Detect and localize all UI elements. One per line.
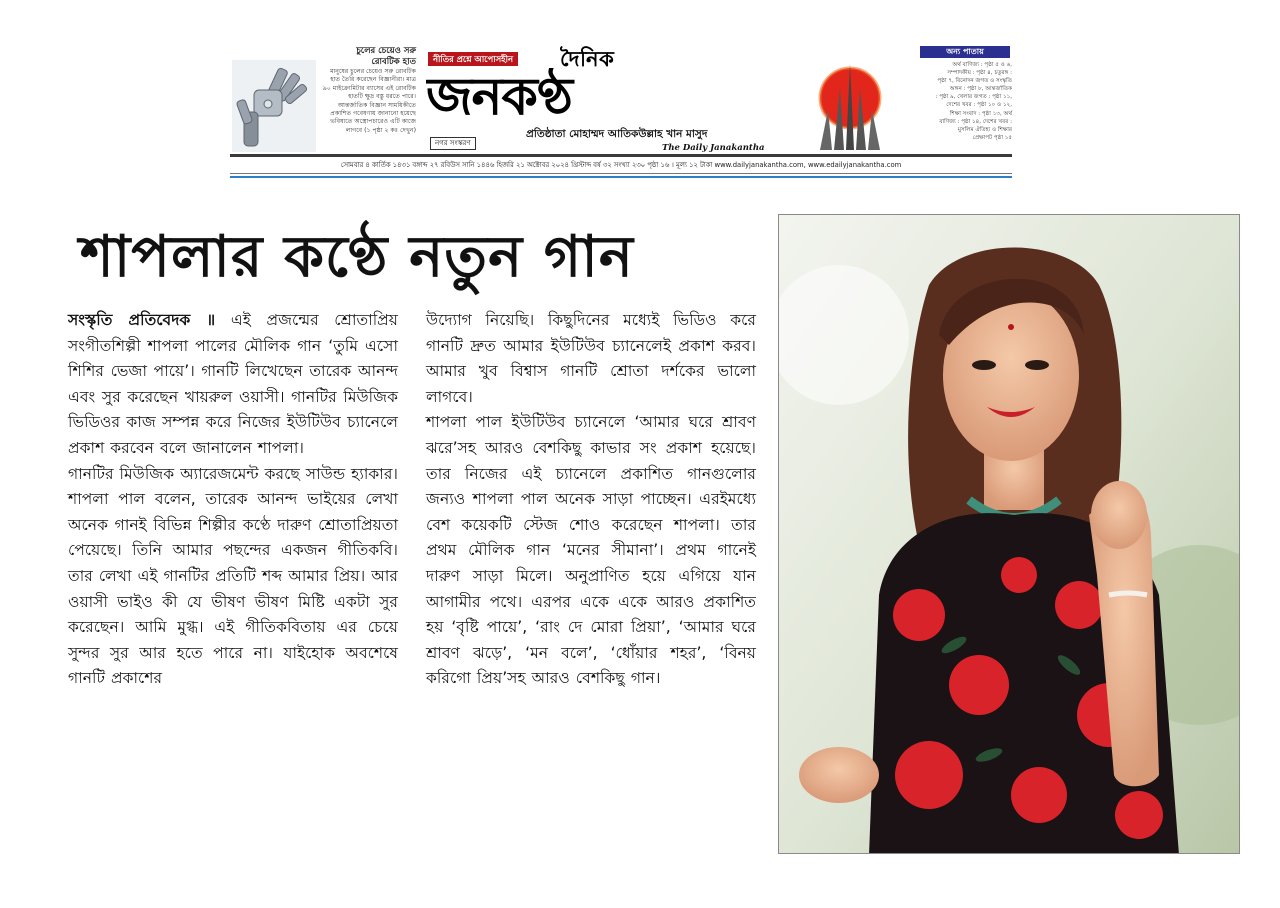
inside-item: অর্থ বাণিজ্য : পৃষ্ঠা ৫ ও ৬, [952,62,1012,68]
masthead-rule-blue [230,176,1012,178]
article-column-2 [426,308,756,692]
inside-item: বাণিজ্য : পৃষ্ঠা ১৪, দেশের খবর : [939,118,1012,125]
sun-monument-icon [806,58,890,150]
article-paragraph: শাপলা পাল ইউটিউব চ্যানেলে ‘আমার ঘরে শ্রাবণ ঝরে’সহ আরও বেশকিছু কাভার সং প্রকাশ হয়েছে। তার নিজের এই চ্যানেলে প্রকাশিত গানগুলোর জন্যও শাপলা পাল অনেক সাড়া পাচ্ছেন। এরইমধ্যে বেশ কয়েকটি স্টেজ শোও করেছেন শাপলা। তার প্রথম মৌলিক গান ‘মনের সীমানা’। প্রথম গানেই দারুণ সাড়া মিলে। অনুপ্রাণিত হয়ে এগিয়ে যান আগামীর পথে। এরপর একে একে আরও প্রকাশিত হয় ‘বৃষ্টি পায়ে’, ‘রাং দে মোরা প্রিয়া’, ‘আমার ঘরে শ্রাবণ ঝড়ে’, ‘মন বলে’, ‘ধোঁয়ার শহর’, ‘বিনয় করিগো প্রিয়’সহ আরও বেশকিছু গান। [426,413,756,688]
teaser-robotic-hand[interactable] [322,46,416,135]
edition-label: নগর সংস্করণ [430,137,476,150]
article-headline: শাপলার কণ্ঠে নতুন গান [80,224,634,290]
singer-portrait-photo [778,214,1240,854]
byline: সংস্কৃতি প্রতিবেদক ॥ [68,311,216,329]
dateline: সোমবার ৪ কার্তিক ১৪৩১ বঙ্গাব্দ ২৭ রবিউস সানি ১৪৪৬ হিজরি ২১ অক্টোবর ২০২৪ খ্রিস্টাব্দ বর্ষ ৩২ সংখ্যা ২৩০ পৃষ্ঠা ১৬ । মূল্য ১২ টাকা www.dailyjanakantha.com, www.edailyjanakantha.com [340,161,902,169]
inside-pages-label: অন্য পাতায় [920,46,1010,58]
article-paragraph: গানটির মিউজিক অ্যারেজমেন্ট করছে সাউন্ড হ্যাকার। শাপলা পাল বলেন, তারেক আনন্দ ভাইয়ের লেখা অনেক গানই বিভিন্ন শিল্পীর কণ্ঠে দারুণ শ্রোতাপ্রিয়তা পেয়েছে। তিনি আমার পছন্দের একজন গীতিকবি। তার লেখা এই গানটির প্রতিটি শব্দ আমার প্রিয়। আর ওয়াসী ভাইও কী যে ভীষণ ভীষণ মিষ্টি একটা সুর করেছেন। আমি মুগ্ধ। এই গীতিকবিতায় এর চেয়ে সুন্দর সুর আর হতে পারে না। যাইহোক অবশেষে গানটি প্রকাশের [68,464,398,688]
inside-item: সম্পাদকীয় : পৃষ্ঠা ৪, চতুরঙ্গ : [947,70,1012,77]
masthead-nameplate: জনকণ্ঠ [426,68,572,126]
masthead-tagline: নীতির প্রশ্নে আপোসহীন [428,52,518,66]
paragraph-text: এই প্রজন্মের শ্রোতাপ্রিয় সংগীতশিল্পী শাপলা পালের মৌলিক গান ‘তুমি এসো শিশির ভেজা পায়ে’। গানটি লিখেছেন তারেক আনন্দ এবং সুর করেছেন খায়রুল ওয়াসী। গানটির মিউজিক ভিডিওর কাজ সম্পন্ন করে নিজের ইউটিউব চ্যানেলে প্রকাশ করবেন বলে জানালেন শাপলা। [68,311,398,457]
inside-item: মুসলিম ঐতিহ্য ও শিক্ষার [957,126,1012,133]
article-paragraph: উদ্যোগ নিয়েছি। কিছুদিনের মধ্যেই ভিডিও করে গানটি দ্রুত আমার ইউটিউব চ্যানেলেই প্রকাশ করব। আমার খুব বিশ্বাস গানটি শ্রোতা দর্শকের ভালো লাগবে। [426,311,756,406]
english-name: The Daily Janakantha [662,143,765,153]
article-paragraph [68,308,398,462]
masthead-rule [230,173,1012,174]
inside-item: প্রেক্ষাপট পৃষ্ঠা ১৫ [972,134,1012,141]
masthead-dainik: দৈনিক [560,47,615,71]
portrait-illustration [779,215,1239,853]
inside-item: শিক্ষা সংবাদ : পৃষ্ঠা ১৩, অর্থ [949,110,1012,117]
inside-pages-list[interactable] [916,61,1012,142]
robotic-hand-icon [232,60,316,152]
inside-item: : পৃষ্ঠা ৯, খেলার জগত : পৃষ্ঠা ১১, [935,94,1012,101]
newspaper-masthead [230,44,1012,188]
founder-line: প্রতিষ্ঠাতা মোহাম্মদ আতিকউল্লাহ খান মাসুদ [526,128,708,140]
masthead-rule [230,154,1012,157]
teaser-heading: চুলের চেয়েও সরু [356,46,416,56]
teaser-subheading: রোবটিক হাত [371,57,416,67]
teaser-body: মানুষের চুলের চেয়েও সরু রোবটিক হাত তৈরি করেছেন বিজ্ঞানীরা। মাত্র ৯০ মাইক্রোমিটার ব্যাসের এই রোবটিক হাতটি ক্ষুদ্র বস্তু ধরতে পারে। আন্তর্জাতিক বিজ্ঞান সাময়িকীতে প্রকাশিত গবেষণায় জানানো হয়েছে ভবিষ্যতে অস্ত্রোপচারেও এটি কাজে লাগবে (১ পৃষ্ঠা ২ কঃ দেখুন) [322,68,416,134]
inside-item: অঙ্গন : পৃষ্ঠা ৮, আন্তর্জাতিক [949,86,1012,93]
article-column-1 [68,308,398,692]
inside-item: পৃষ্ঠা ৭, বিনোদন জগত ও সংস্কৃতি [937,78,1012,85]
inside-item: দেশের খবর : পৃষ্ঠা ১০ ও ১২, [946,102,1012,109]
